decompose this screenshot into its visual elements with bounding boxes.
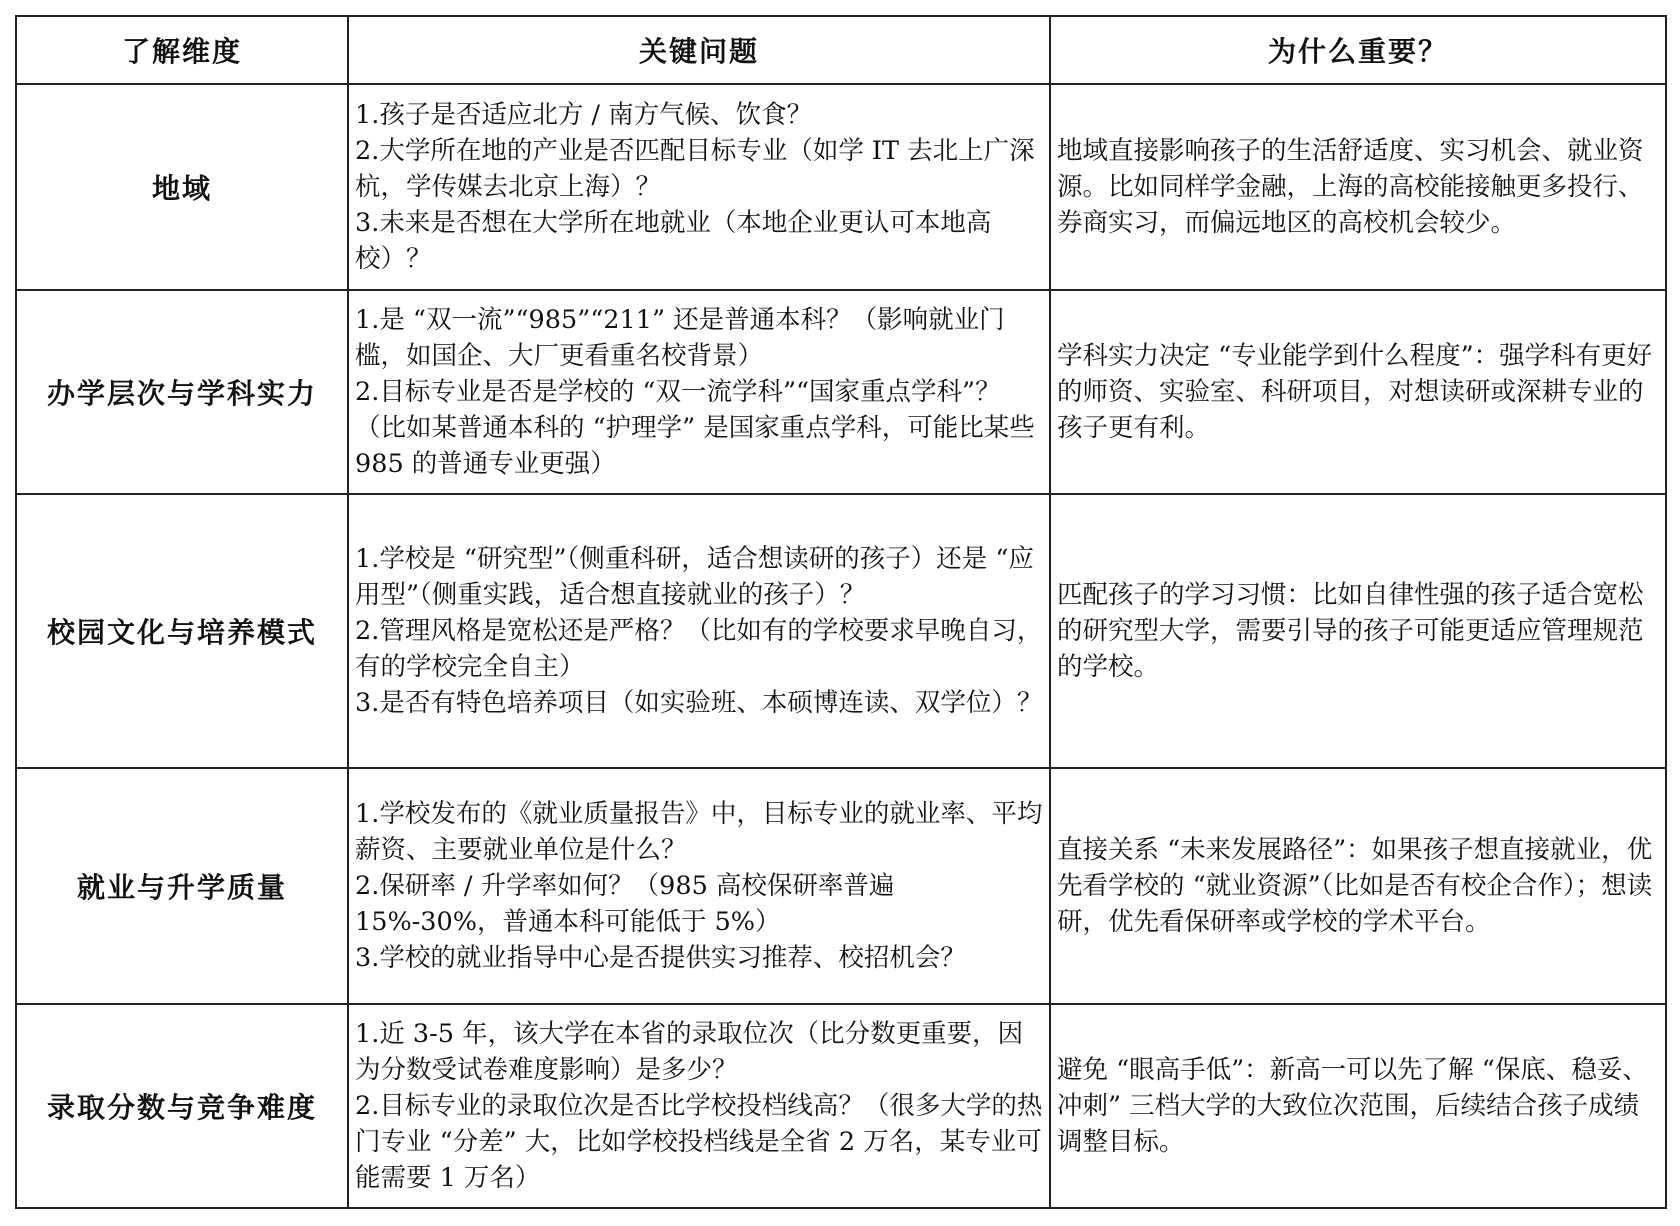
university-guide-table <box>15 15 1667 1209</box>
why-cell: 直接关系 “未来发展路径”：如果孩子想直接就业，优先看学校的 “就业资源”（比如是否有校企合作）；想读研，优先看保研率或学校的学术平台。 <box>1050 768 1666 1004</box>
question-item: 1.是 “双一流”“985”“211” 还是普通本科？（影响就业门槛，如国企、大厂更看重名校背景） <box>355 305 1005 371</box>
dimension-cell: 校园文化与培养模式 <box>16 494 348 768</box>
why-cell: 学科实力决定 “专业能学到什么程度”：强学科有更好的师资、实验室、科研项目，对想读研或深耕专业的孩子更有利。 <box>1050 290 1666 494</box>
questions-cell <box>348 494 1050 768</box>
questions-cell <box>348 1004 1050 1208</box>
dimension-cell: 就业与升学质量 <box>16 768 348 1004</box>
dimension-cell: 录取分数与竞争难度 <box>16 1004 348 1208</box>
header-key-questions: 关键问题 <box>348 16 1050 84</box>
question-item: 1.学校发布的《就业质量报告》中，目标专业的就业率、平均薪资、主要就业单位是什么？ <box>355 799 1043 865</box>
why-cell: 地域直接影响孩子的生活舒适度、实习机会、就业资源。比如同样学金融，上海的高校能接触更多投行、券商实习，而偏远地区的高校机会较少。 <box>1050 84 1666 290</box>
table-row <box>16 1004 1666 1208</box>
questions-cell <box>348 290 1050 494</box>
table-row <box>16 768 1666 1004</box>
header-dimension: 了解维度 <box>16 16 348 84</box>
table-row <box>16 84 1666 290</box>
header-why-important: 为什么重要？ <box>1050 16 1666 84</box>
question-item: 2.目标专业是否是学校的 “双一流学科”“国家重点学科”？（比如某普通本科的 “护理学” 是国家重点学科，可能比某些 985 的普通专业更强） <box>355 377 1035 479</box>
question-item: 3.未来是否想在大学所在地就业（本地企业更认可本地高校）？ <box>355 208 992 274</box>
question-item: 1.近 3-5 年，该大学在本省的录取位次（比分数更重要，因为分数受试卷难度影响）是多少？ <box>355 1019 1024 1085</box>
question-item: 3.是否有特色培养项目（如实验班、本硕博连读、双学位）？ <box>355 688 1043 718</box>
question-item: 2.目标专业的录取位次是否比学校投档线高？（很多大学的热门专业 “分差” 大，比如学校投档线是全省 2 万名，某专业可能需要 1 万名） <box>355 1091 1043 1193</box>
questions-cell <box>348 768 1050 1004</box>
question-item: 1.孩子是否适应北方 / 南方气候、饮食？ <box>355 100 813 130</box>
dimension-cell: 办学层次与学科实力 <box>16 290 348 494</box>
question-item: 2.大学所在地的产业是否匹配目标专业（如学 IT 去北上广深杭，学传媒去北京上海）？ <box>355 136 1035 202</box>
why-cell: 避免 “眼高手低”：新高一可以先了解 “保底、稳妥、冲刺” 三档大学的大致位次范围，后续结合孩子成绩调整目标。 <box>1050 1004 1666 1208</box>
question-item: 1.学校是 “研究型”（侧重科研，适合想读研的孩子）还是 “应用型”（侧重实践，适合想直接就业的孩子）？ <box>355 544 1034 610</box>
table-row <box>16 494 1666 768</box>
header-row <box>16 16 1666 84</box>
dimension-cell: 地域 <box>16 84 348 290</box>
table-row <box>16 290 1666 494</box>
why-cell: 匹配孩子的学习习惯：比如自律性强的孩子适合宽松的研究型大学，需要引导的孩子可能更适应管理规范的学校。 <box>1050 494 1666 768</box>
question-item: 2.管理风格是宽松还是严格？（比如有的学校要求早晚自习，有的学校完全自主） <box>355 616 1043 682</box>
questions-cell <box>348 84 1050 290</box>
question-item: 2.保研率 / 升学率如何？（985 高校保研率普遍 15%-30%，普通本科可能低于 5%） <box>355 871 895 937</box>
question-item: 3.学校的就业指导中心是否提供实习推荐、校招机会？ <box>355 943 966 973</box>
